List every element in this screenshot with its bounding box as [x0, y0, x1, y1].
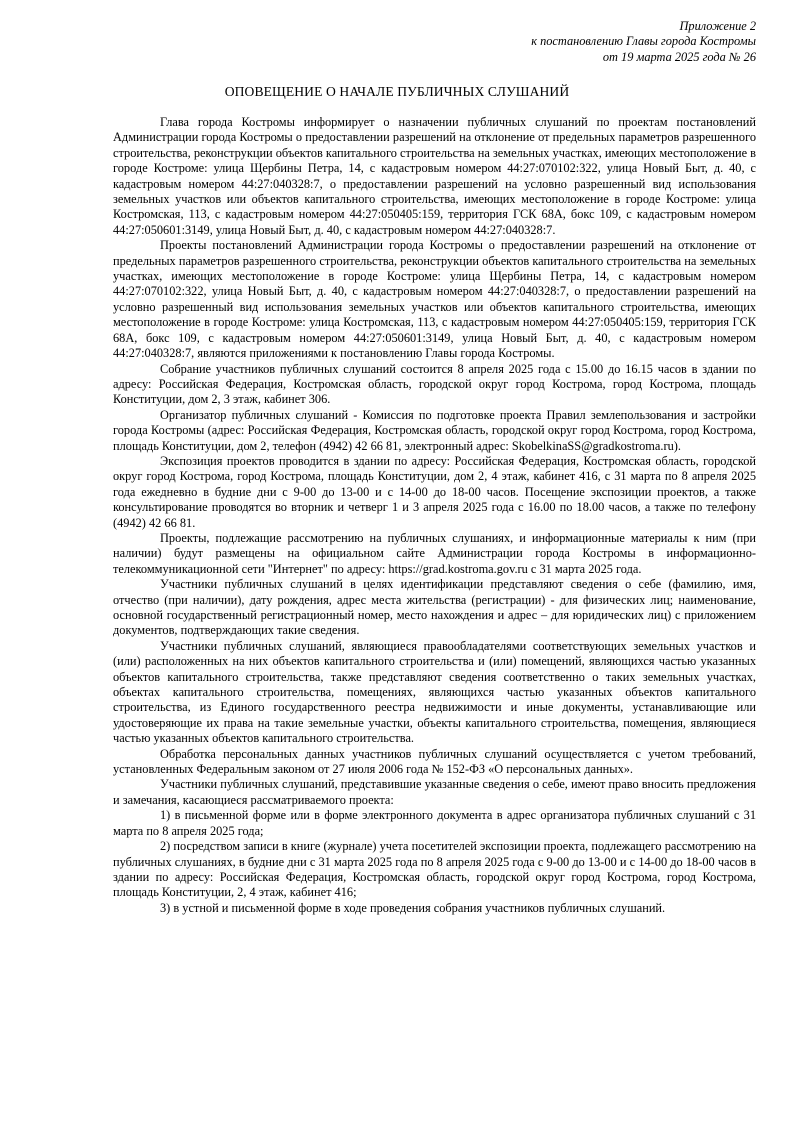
- paragraph-meeting: Собрание участников публичных слушаний состоится 8 апреля 2025 года с 15.00 до 16.15 часов в здании по адресу: Российская Федерация, Костромская область, городской округ город Кострома, город Кострома, площадь Конституции, дом 2, 3 этаж, кабинет 306.: [113, 361, 756, 407]
- list-item-oral: 3) в устной и письменной форме в ходе проведения собрания участников публичных слушаний.: [160, 900, 666, 915]
- document-body: [113, 115, 756, 916]
- paragraph-personal-data: Обработка персональных данных участников публичных слушаний осуществляется с учетом требований, установленных Федеральным законом от 27 июля 2006 года № 152-ФЗ «О персональных данных».: [113, 746, 756, 777]
- appendix-date: от 19 марта 2025 года № 26: [602, 49, 756, 64]
- list-item-written: 1) в письменной форме или в форме электронного документа в адрес организатора публичных слушаний с 31 марта по 8 апреля 2025 года;: [113, 808, 756, 838]
- paragraph-publication: Проекты, подлежащие рассмотрению на публичных слушаниях, и информационные материалы к ним (при наличии) будут размещены на официальном сайте Администрации города Костромы в информационно-телекоммуникационной сети "Интернет" по адресу: https://grad.kostroma.gov.ru с 31 марта 2025 года.: [113, 530, 756, 576]
- appendix-number: Приложение 2: [679, 19, 756, 33]
- paragraph-organizer: Организатор публичных слушаний - Комиссия по подготовке проекта Правил землепользования и застройки города Костромы (адрес: Российская Федерация, Костромская область, городской округ город Кострома, город Кострома, площадь Конституции, дом 2, телефон (4942) 42 66 81, электронный адрес: SkobelkinaSS@gradkostroma.ru).: [113, 407, 756, 453]
- paragraph-proposals: Участники публичных слушаний, представившие указанные сведения о себе, имеют право вносить предложения и замечания, касающиеся рассматриваемого проекта:: [113, 777, 756, 807]
- paragraph-exposition: Экспозиция проектов проводится в здании по адресу: Российская Федерация, Костромская область, городской округ город Кострома, город Кострома, площадь Конституции, дом 2, 4 этаж, кабинет 416, с 31 марта по 8 апреля 2025 года ежедневно в будние дни с 9-00 до 13-00 и с 14-00 до 18-00 часов. Посещение экспозиции проектов, а также консультирование проводятся во вторник и четверг 1 и 3 апреля 2025 года с 16.00 по 18.00 часов, а также по телефону (4942) 42 66 81.: [113, 453, 756, 530]
- paragraph-announcement: Глава города Костромы информирует о назначении публичных слушаний по проектам постановлений Администрации города Костромы о предоставлении разрешений на отклонение от предельных параметров разрешенного строительства, реконструкции объектов капитального строительства на земельных участках, имеющих местоположение в городе Костроме: улица Щербины Петра, 14, с кадастровым номером 44:27:070102:322, улица Новый Быт, д. 40, с кадастровым номером 44:27:040328:7, о предоставлении разрешений на условно разрешенный вид использования земельных участков или объектов капитального строительства, имеющих местоположение в городе Костроме: улица Костромская, 113, с кадастровым номером 44:27:050405:159, территория ГСК 68А, бокс 109, с кадастровым номером 44:27:050601:3149, улица Новый Быт, д. 40, с кадастровым номером 44:27:040328:7.: [113, 115, 756, 237]
- list-item-journal: 2) посредством записи в книге (журнале) учета посетителей экспозиции проекта, подлежащего рассмотрению на публичных слушаниях, в будние дни с 31 марта 2025 года по 8 апреля 2025 года с 9-00 до 13-00 и с 14-00 до 18-00 часов в здании по адресу: Российская Федерация, Костромская область, городской округ город Кострома, город Кострома, площадь Конституции, 2, 4 этаж, кабинет 416;: [113, 839, 756, 900]
- document-title: ОПОВЕЩЕНИЕ О НАЧАЛЕ ПУБЛИЧНЫХ СЛУШАНИЙ: [224, 84, 570, 99]
- paragraph-rightholders: Участники публичных слушаний, являющиеся правообладателями соответствующих земельных участков и (или) расположенных на них объектов капитального строительства и (или) помещений, являющихся частью указанных объектов капитального строительства, также представляют сведения соответственно о таких земельных участках, объектах капитального строительства, помещениях, являющихся частью указанных объектов капитального строительства, из Единого государственного реестра недвижимости и иные документы, устанавливающие или удостоверяющие их права на такие земельные участки, объекты капитального строительства, помещения, являющиеся частью указанных объектов капитального строительства.: [113, 638, 756, 746]
- paragraph-projects: Проекты постановлений Администрации города Костромы о предоставлении разрешений на отклонение от предельных параметров разрешенного строительства, реконструкции объектов капитального строительства на земельных участках, имеющих местоположение в городе Костроме: улица Щербины Петра, 14, с кадастровым номером 44:27:070102:322, улица Новый Быт, д. 40, с кадастровым номером 44:27:040328:7, о предоставлении разрешений на условно разрешенный вид использования земельных участков или объектов капитального строительства, имеющих местоположение в городе Костроме: улица Костромская, 113, с кадастровым номером 44:27:050405:159, территория ГСК 68А, бокс 109, с кадастровым номером 44:27:050601:3149, улица Новый Быт, д. 40, с кадастровым номером 44:27:040328:7, являются приложениями к постановлению Главы города Костромы.: [113, 238, 756, 361]
- appendix-resolution: к постановлению Главы города Костромы: [531, 34, 756, 49]
- paragraph-identification: Участники публичных слушаний в целях идентификации представляют сведения о себе (фамилию, имя, отчество (при наличии), дату рождения, адрес места жительства (регистрации) - для физических лиц; наименование, основной государственный регистрационный номер, место нахождения и адрес – для юридических лиц) с приложением документов, подтверждающих такие сведения.: [113, 577, 756, 638]
- appendix-header: [296, 19, 756, 65]
